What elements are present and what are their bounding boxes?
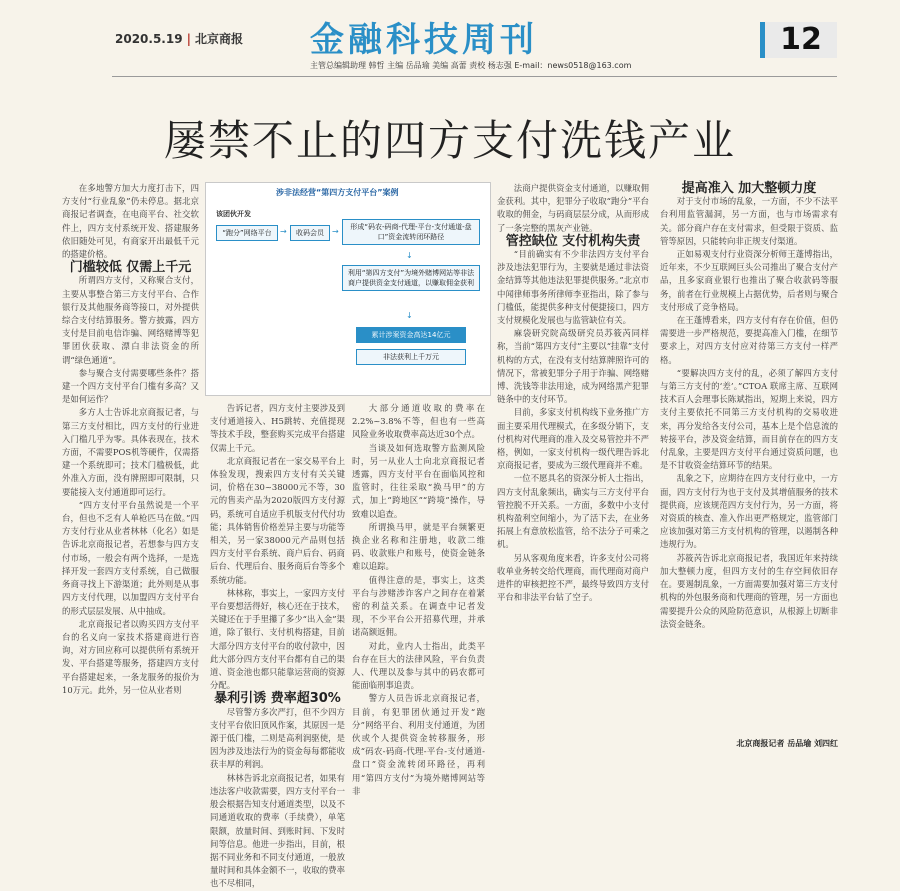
page-header	[0, 0, 900, 80]
diagram-title: 涉非法经营“第四方支付平台”案例	[276, 188, 399, 197]
column-2	[210, 402, 345, 889]
arrow-down-icon: ↓	[406, 251, 413, 260]
paragraph: 对此，业内人士指出，此类平台存在巨大的法律风险，平台负责人、代理以及参与其中的码农都可能面临刑事追责。	[352, 640, 485, 691]
paragraph: 多方人士告诉北京商报记者，与第三方支付相比，四方支付的行业进入门槛几乎为零。具体表现在，技术方面，不需要POS机等硬件，仅需搭建一个系统即可；技术门槛极低，此外准入方面，没有牌照即可限制，只要能接入支付通道即可运行。	[62, 407, 199, 497]
paragraph: 在王蓬博看来，四方支付有存在价值，但仍需要进一步严格规范，要提高准入门槛，在细节要求上，对四方支付应对待第三方支付一样严格。	[660, 315, 838, 365]
subheading: 暴利引诱 费率超30%	[214, 691, 341, 707]
arrow-icon: →	[280, 227, 287, 236]
paragraph: 乱象之下，应期待在四方支付行业中，一方面，四方支付行为也于支付及其增值服务的技术提供商，应该规范四方支付行为，另一方面，将对资质的核查、准入作出更严格规定，监管部门应该加强对第三方支付机构的管理，以遏制各种违规行为。	[660, 473, 838, 550]
paragraph: “四方支付平台虽然说是一个平台，但也不乏有人单枪匹马在做。”四方支付行业从业者林林（化名）如是告诉北京商报记者，若想参与四方支付市场，一般会有两个选择，一是选择开发一套四方支付系统，自己做服务商寻找上下游渠道；此外则是从事四方支付代理，以加盟四方支付平台的形式层层发展、从中抽成。	[62, 499, 199, 616]
paragraph: 告诉记者，四方支付主要涉及到支付通道接入、H5跳转、充值提现等技术手段，整套购买完成平台搭建仅需上千元。	[210, 403, 345, 453]
page-number: 12	[760, 22, 837, 58]
editorial-credits: 主管总编辑助理 韩哲 主编 岳品瑜 美编 高蕾 责校 杨志强 E-mail：news0518@163.com	[310, 61, 632, 70]
paragraph: 参与聚合支付需要哪些条件？搭建一个四方支付平台门槛有多高？又是如何运作？	[62, 367, 199, 405]
section-masthead: 金融科技周刊	[310, 20, 538, 60]
paragraph: 目前，多家支付机构线下业务推广方面主要采用代理模式，在多级分销下，支付机构对代理商的准入及交易管控并不严格，例如，一家支付机构一级代理告诉北京商报记者，要成为三级代理商并不难。	[497, 407, 649, 471]
paragraph: 北京商报记者以购买四方支付平台的名义向一家技术搭建商进行咨询，对方回应称可以提供所有系统开发、平台搭建等服务，搭建四方支付平台搭建起来，一条龙服务的报价为10万元。此外，另一位从业者则	[62, 618, 199, 695]
column-3	[352, 402, 485, 796]
paragraph: 正如易观支付行业资深分析师王蓬博指出，近年来，不少互联网巨头公司推出了聚合支付产品，且多家商业银行也推出了聚合收款码等服务，前者在行业规模上占据优势，后者则与聚合支付形成了竞争格局。	[660, 249, 838, 312]
paragraph: “要解决四方支付的乱，必须了解四方支付与第三方支付的‘差’。”CTOA 联席主席、互联网技术百人会理事长陈斌指出，短期上来说，四方支付主要依托不同第三方支付机构的交易收进来，再分发给各支付公司，基本上是个信息流的转接平台，涉及资金结算，而目前存在的四方支付乱象，主要是四方支付平台通过资质问题，也是不甘收资金结算环节的结果。	[660, 367, 838, 471]
paragraph: 所谓换马甲，就是平台频繁更换企业名称和注册地，收款二维码、收款账户和账号，使资金链条难以追踪。	[352, 521, 485, 572]
reporter-byline: 北京商报记者 岳品瑜 刘四红	[736, 739, 838, 748]
article-headline: 屡禁不止的四方支付洗钱产业	[163, 116, 736, 165]
paragraph: 大部分通道收取的费率在2.2%~3.8%不等，但也有一些高风险业务收取费率高达近30个点。	[352, 403, 485, 440]
paragraph: 警方人员告诉北京商报记者，目前，有犯罪团伙通过开发“跑分”网络平台、利用支付通道，为团伙或个人提供资金转移服务，形成“码农-码商-代理-平台-支付通道-盘口”资金流转闭环路径，再利用“第四方支付”为境外赌博网站等非	[352, 693, 485, 796]
diagram-box-loop: 形成“码农-码商-代理-平台-支付通道-盘口”资金流转闭环路径	[342, 219, 480, 245]
diagram-box-fourth-party: 利用“第四方支付”为境外赌博网站等非法商户提供资金支付通道，以赚取佣金获利	[342, 265, 480, 291]
paper-name: 北京商报	[194, 32, 243, 46]
paragraph: 当谈及如何选取警方监测风险时，另一从业人士向北京商报记者透露，四方支付平台在面临风控和监管时，往往采取“换马甲”的方式，加上“跨地区”“跨境”操作，导致难以追查。	[352, 442, 485, 519]
paragraph: 林林称，事实上，一家四方支付平台要想活得好，核心还在于技术，关键还在于手里攥了多少“出入金”渠道，除了银行、支付机构搭建，目前大部分四方支付平台的收付款中，因此大部分四方支付平台都有自己的渠道、资金池也都只能靠运营商的资源分配。	[210, 587, 345, 691]
paragraph: 麻袋研究院高级研究员苏筱芮同样称，当前“第四方支付”主要以“挂靠”支付机构的方式，在没有支付结算牌照许可的情况下，常被犯罪分子用于诈骗、网络赌博、洗钱等非法用途，成为网络黑产犯罪链条中的支付环节。	[497, 328, 649, 405]
date-text: 2020.5.19	[115, 32, 183, 46]
paragraph: 北京商报记者在一家交易平台上体验发现，搜索四方支付有关关键词，价格在30~38000元不等，30元的售卖产品为2020版四方支付源码，系统可自适应手机版支付代付功能；具体销售价格差异主要与功能等相关，另一家38000元产品则包括四方支付平台系统、商户后台、码商后台、代理后台、服务商后台等多个系统功能。	[210, 455, 345, 585]
arrow-icon: →	[332, 227, 339, 236]
issue-date	[115, 30, 243, 47]
paragraph: 所谓四方支付，又称聚合支付，主要从事整合第三方支付平台、合作银行及其他服务商等接口，对外提供综合支付结算服务。警方披露，四方支付是目前电信诈骗、网络赌博等犯罪团伙获取、漂白非法资金的所谓“绿色通道”。	[62, 275, 199, 365]
arrow-down-icon: ↓	[406, 311, 413, 320]
case-diagram	[205, 182, 491, 396]
header-rule	[112, 76, 837, 77]
column-4	[497, 182, 649, 742]
column-5	[660, 182, 838, 742]
paragraph: 尽管警方多次严打，但不少四方支付平台依旧顶风作案，其原因一是源于低门槛，二则是高利润驱使，是因为涉及违法行为的资金每每都能收获丰厚的利润。	[210, 706, 345, 770]
paragraph: 一位不愿具名的资深分析人士指出，四方支付乱象频出，确实与三方支付平台管控脱不开关系。一方面，多数中小支付机构盈利空间缩小，为了活下去，在业务拓展上有意放松监管，给不法分子可乘之机。	[497, 473, 649, 550]
paragraph: 另从客观角度来看，许多支付公司将收单业务转交给代理商，而代理商对商户进件的审核把控不严，最终导致四方支付平台和非法平台钻了空子。	[497, 552, 649, 603]
diagram-label: 该团伙开发	[216, 210, 251, 218]
subheading: 门槛较低 仅需上千元	[69, 260, 192, 276]
paragraph: 林林告诉北京商报记者，如果有违法客户收款需要，四方支付平台一般会根据告知支付通道类型，以及不同通道收取的费率（手续费），单笔限额，放量时间、到账时间、下发时间等信息。他进一步指出，目前，根据不同业务和不同支付通道，一般放量时间和具体金额不一，收取的费率也不尽相同，	[210, 772, 345, 889]
column-1	[62, 182, 199, 742]
diagram-box-platform: “跑分”网络平台	[216, 225, 278, 241]
paragraph: 法商户提供资金支付通道，以赚取佣金获利。其中，犯罪分子收取“跑分”平台收取的佣金，与码商层层分成，从而形成了一条完整的黑灰产业链。	[497, 183, 649, 233]
paragraph: 在多地警方加大力度打击下，四方支付“行业乱象”仍未停息。据北京商报记者调查，在电商平台、社交软件上，四方支付系统开发、搭建服务依旧随处可见，有商家开出最低千元的搭建价格。	[62, 183, 199, 260]
paragraph: 对于支付市场的乱象，一方面，不少不法平台利用监管漏洞，另一方面，也与市场需求有关。部分商户存在支付需求，但受限于资质、监管等原因，只能转向非正规支付渠道。	[660, 196, 838, 246]
paragraph: 值得注意的是，事实上，这类平台与涉赌涉诈客户之间存在着紧密的利益关系。在调查中记者发现，不少平台公开招募代理，并承诺高额返佣。	[352, 574, 485, 638]
diagram-stat-funds: 累计涉案资金高达14亿元	[356, 327, 466, 343]
paragraph: “目前确实有不少非法四方支付平台涉及违法犯罪行为，主要就是通过非法资金结算等其他违法犯罪提供服务。”北京市中闻律师事务所律师李亚指出，除了参与门槛低，能提供多种支付便捷接口，四方支付规模化发展也与监管缺位有关。	[497, 249, 649, 326]
diagram-box-members: 收码会员	[290, 225, 330, 241]
subheading: 提高准入 加大整顿力度	[681, 181, 817, 196]
paragraph: 苏筱芮告诉北京商报记者，我国近年来持续加大整顿力度，但四方支付的生存空间依旧存在。要遏制乱象，一方面需要加强对第三方支付机构的外包服务商和代理商的管理，另一方面也需要提升公众的风险防范意识，从根源上切断非法资金链条。	[660, 552, 838, 629]
subheading: 管控缺位 支付机构失责	[505, 233, 641, 249]
date-separator: |	[186, 32, 191, 46]
diagram-stat-profit: 非法获利上千万元	[356, 349, 466, 365]
